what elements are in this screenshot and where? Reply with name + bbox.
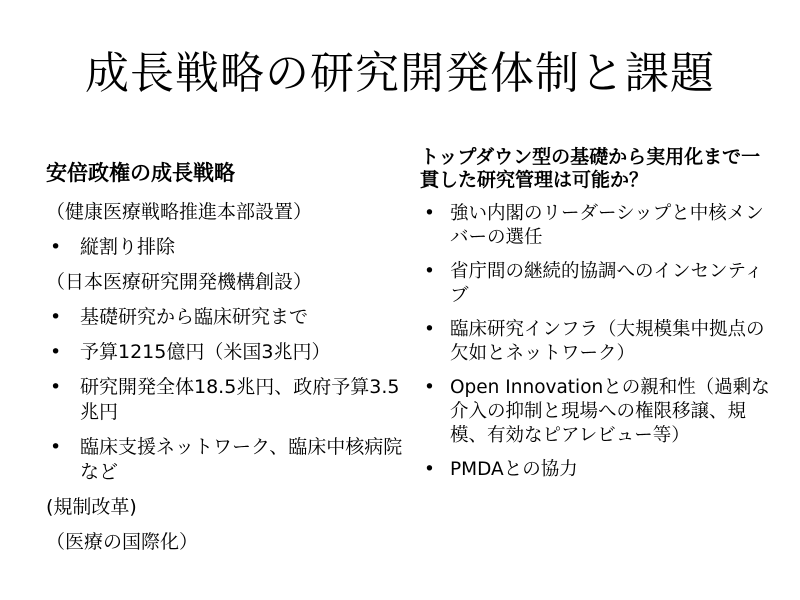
left-paren-4: （医療の国際化） [46, 531, 199, 553]
left-column [46, 160, 406, 565]
right-bullet-item: • PMDAとの協力 [420, 458, 770, 482]
left-paren-2: （日本医療研究開発機構創設） [46, 271, 313, 293]
left-bullet-list-2 [46, 305, 406, 485]
left-bullet-item: • 縦割り排除 [46, 235, 406, 260]
right-bullet-list [420, 202, 770, 482]
left-paren-3: (規制改革) [46, 496, 137, 518]
right-bullet-item: • Open Innovationとの親和性（過剰な介入の抑制と現場への権限移譲、規模、有効なピアレビュー等） [420, 376, 770, 448]
left-bullet-item: • 予算1215億円（米国3兆円） [46, 340, 406, 365]
right-bullet-item: • 省庁間の継続的協調へのインセンティブ [420, 260, 770, 308]
right-bullet-item: • 強い内閣のリーダーシップと中核メンバーの選任 [420, 202, 770, 250]
left-paren-1: （健康医療戦略推進本部設置） [46, 201, 313, 223]
left-heading: 安倍政権の成長戦略 [46, 161, 235, 185]
left-bullet-item: • 臨床支援ネットワーク、臨床中核病院など [46, 435, 406, 485]
slide-title: 成長戦略の研究開発体制と課題 [85, 48, 715, 99]
left-bullet-item: • 研究開発全体18.5兆円、政府予算3.5兆円 [46, 375, 406, 425]
left-bullet-list-1 [46, 235, 406, 260]
right-column [420, 146, 770, 492]
right-heading: トップダウン型の基礎から実用化まで一貫した研究管理は可能か？ [420, 146, 761, 191]
right-bullet-item: • 臨床研究インフラ（大規模集中拠点の欠如とネットワーク） [420, 318, 770, 366]
left-bullet-item: • 基礎研究から臨床研究まで [46, 305, 406, 330]
